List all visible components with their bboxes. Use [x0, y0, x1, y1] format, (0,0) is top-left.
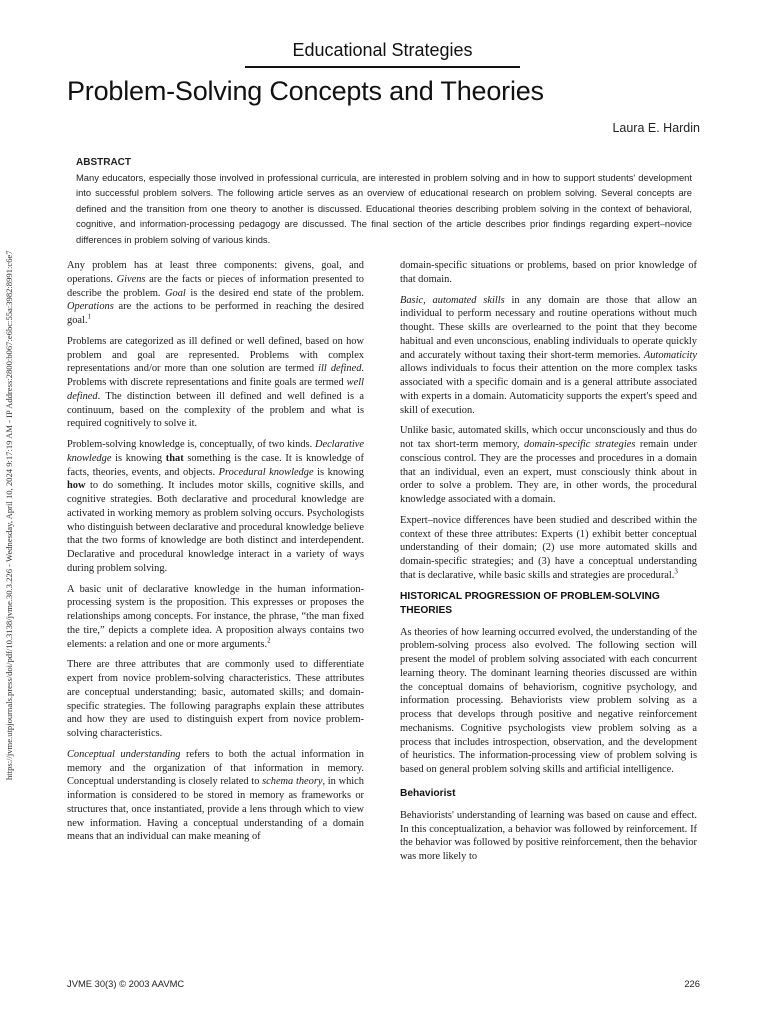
paragraph: Basic, automated skills in any domain are those that allow an individual to perform necessary and routine operations without much thought. These skills are overlearned to the point that they become habitual and even unconscious, enabling individuals to operate quickly and accurately without taxing their short-term memories. Automaticity allows individuals to focus their attention on the more complex tasks associated with a specific domain and is a general attribute associated with experts in a domain. Automaticity supports the expert's speed and skill of execution. — [400, 294, 697, 416]
author-name: Laura E. Hardin — [612, 121, 700, 135]
paragraph: As theories of how learning occurred evolved, the understanding of the problem-solving process also evolved. The following section will present the model of problem solving associated with each concurrent learning theory. The dominant learning theories discussed are within the conceptual domains of behaviorism, cognitive psychology, and information processing. Behaviorists view problem solving as a process that develops through positive and negative reinforcement mechanisms. Cognitive psychologists view problem solving as a process that includes introspection, observation, and the development of heuristics. The information-processing view of problem solving is based on general problem solving skills and artificial intelligence. — [400, 626, 697, 775]
subsection-heading: Behaviorist — [400, 787, 456, 799]
paragraph: Problems are categorized as ill defined or well defined, based on how problem and goal are represented. Problems with complex representations and/or more than one solution are termed ill defined. Problems with discrete representations and finite goals are termed well defined. The distinction between ill defined and well defined is a continuum, based on the complexity of the problem and what is required cognitively to solve it. — [67, 335, 365, 430]
section-rule — [245, 66, 520, 68]
section-header: Educational Strategies — [292, 40, 473, 60]
paragraph: Unlike basic, automated skills, which occur unconsciously and thus do not tax short-term memory, domain-specific strategies remain under conscious control. They are the processes and procedures in a domain that an individual, even an expert, must consciously think about in order to solve a problem. They are, in other words, the procedural knowledge associated with a domain. — [400, 425, 697, 505]
paragraph: Expert–novice differences have been studied and described within the context of these three attributes: Experts (1) exhibit better conceptual understanding of their domain; (2) use more automated skills and domain-specific strategies; and (3) have a conceptual understanding that is declarative, while basic skills and strategies are procedural.$^3$ — [400, 514, 697, 581]
abstract — [76, 156, 692, 247]
reference-marker: 3 — [674, 567, 678, 576]
abstract-body: Many educators, especially those involved in professional curricula, are interested in problem solving and in how to support students' development into successful problem solvers. The following article serves as an overview of educational research on problem solving. Several concepts are defined and the transition from one theory to another is discussed. Educational theories describing problem solving in the context of behavioral, cognitive, and information-processing pedagogy are discussed. The final section of the article describes prior findings regarding expert–novice differences in problem solving of various kinds. — [76, 172, 692, 245]
paragraph: Problem-solving knowledge is, conceptually, of two kinds. Declarative knowledge is knowing that something is the case. It is knowledge of facts, theories, events, and objects. Procedural knowledge is knowing how to do something. It includes motor skills, cognitive skills, and cognitive strategies. Both declarative and procedural knowledge are activated in working memory as problem solving occurs. Psychologists who distinguish between declarative and procedural knowledge believe that the two forms of knowledge are both distinct and interdependent. Declarative and procedural knowledge interact in a variety of ways during problem solving. — [67, 439, 364, 574]
paragraph: A basic unit of declarative knowledge in the human information-processing system is the proposition. This expresses or proposes the relationships among concepts. For instance, the phrase, “the man fixed the tire,” depicts a complete idea. A proposition always contains two elements: a relation and one or more arguments.$^2$ — [67, 583, 364, 650]
paragraph: domain-specific situations or problems, based on prior knowledge of that domain. — [400, 260, 697, 285]
paragraph: Behaviorists' understanding of learning was based on cause and effect. In this conceptualization, a behavior was followed by reinforcement. If the behavior was followed by positive reinforcement, then the behavior was more likely to — [400, 809, 697, 862]
page-number: 226 — [684, 978, 700, 989]
right-column — [400, 259, 697, 871]
paragraph: Any problem has at least three components: givens, goal, and operations. Givens are the facts or pieces of information presented to describe the problem. Goal is the desired end state of the problem. Operations are the actions to be performed in reaching the desired goal.$^1$ — [67, 260, 364, 326]
page-title: Problem-Solving Concepts and Theories — [67, 76, 544, 106]
paragraph: There are three attributes that are commonly used to differentiate expert from novice problem-solving characteristics. These attributes are conceptual understanding; basic, automated skills; and domain-specific strategies. The following paragraphs explain these attributes and how they are used to distinguish expert from novice problem-solving characteristics. — [67, 659, 364, 739]
paragraph: Conceptual understanding refers to both the actual information in memory and the organization of that information in memory. Conceptual understanding is closely related to schema theory, in which information is considered to be stored in memory as frameworks or structures that, once instantiated, provide a lens through which to view new information. Having a conceptual understanding of a domain means that an individual can make meaning of — [67, 748, 364, 843]
left-column — [67, 259, 364, 851]
abstract-heading: ABSTRACT — [76, 157, 131, 168]
reference-marker: 2 — [267, 636, 271, 645]
footer-journal: JVME 30(3) © 2003 AAVMC — [67, 978, 185, 989]
download-watermark: https://jvme.utpjournals.press/doi/pdf/10.3138/jvme.30.3.226 - Wednesday, April 10, 2024 9:17:19 AM - IP Address:2800:b067:e6bc:55a:3982:8991:c6e7 — [4, 250, 14, 780]
reference-marker: 1 — [87, 312, 91, 321]
section-heading: HISTORICAL PROGRESSION OF PROBLEM-SOLVING THEORIES — [400, 590, 660, 616]
